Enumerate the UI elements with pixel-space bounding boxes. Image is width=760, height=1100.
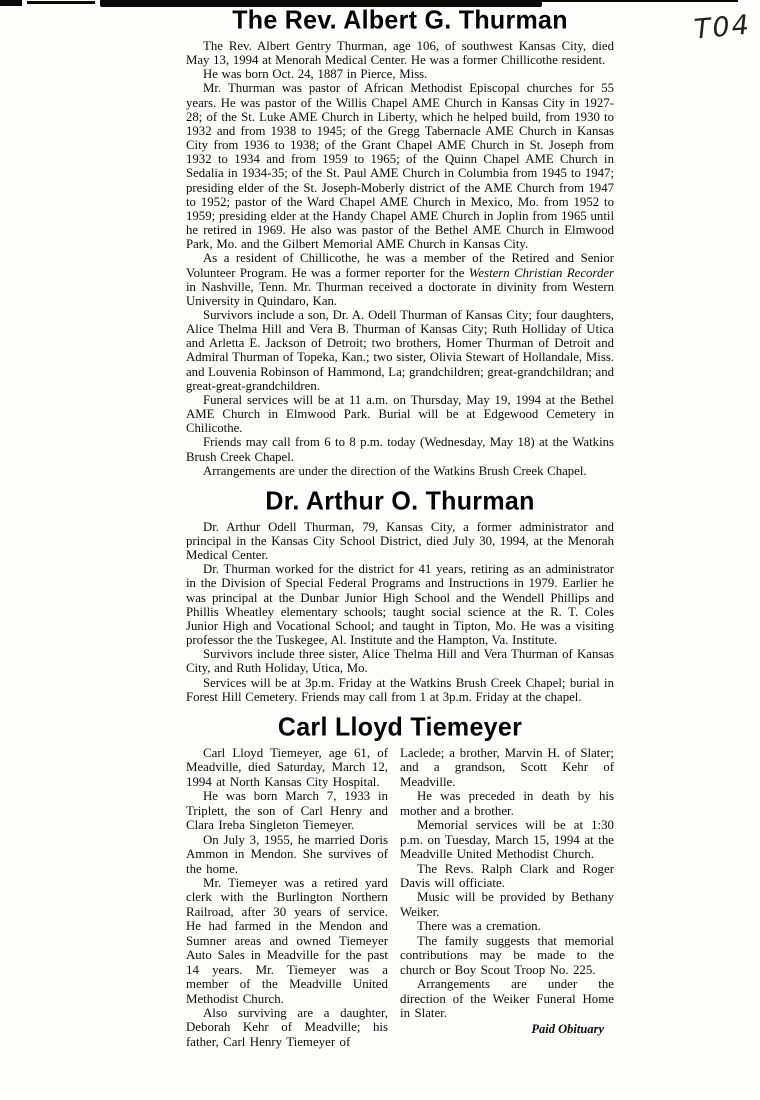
obituary-paragraph: Dr. Thurman worked for the district for 41 years, retiring as an administrator in the Division of Special Federal Programs and Instructions in 1979. Earlier he was principal at the Dunbar Junior High School and the Wendell Phillips and Phillis Wheatley elementary schools; taught social science at the R. T. Coles Junior High and Vocational School; and taught in Tipton, Mo. He was a visiting professor the the Tuskegee, Al. Institute and the Hampton, Va. Institute. — [186, 562, 614, 648]
paid-obituary-label: Paid Obituary — [531, 1022, 604, 1037]
obituary-paragraph: Arrangements are under the direction of the Watkins Brush Creek Chapel. — [203, 463, 587, 478]
obituary-paragraph: Dr. Arthur Odell Thurman, 79, Kansas City, a former administrator and principal in the Kansas City School District, died July 30, 1994, at the Menorah Medical Center. — [186, 519, 614, 563]
obituary-paragraph: Also surviving are a daughter, Deborah Kehr of Meadville; his father, Carl Henry Tiemeyer of — [186, 1006, 388, 1049]
obituary-title: The Rev. Albert G. Thurman — [232, 5, 568, 35]
obituary-paragraph: The family suggests that memorial contributions may be made to the church or Boy Scout Troop No. 225. — [400, 933, 614, 977]
obituary-paragraph: Services will be at 3p.m. Friday at the Watkins Brush Creek Chapel; burial in Forest Hill Cemetery. Friends may call from 1 at 3p.m. Friday at the chapel. — [186, 675, 614, 704]
obituary-paragraph: Carl Lloyd Tiemeyer, age 61, of Meadville, died Saturday, March 12, 1994 at North Kansas City Hospital. — [186, 745, 388, 789]
obituary-paragraph: He was preceded in death by his mother and a brother. — [400, 789, 614, 818]
obituary-paragraph: As a resident of Chillicothe, he was a member of the Retired and Senior Volunteer Program. He was a former reporter for the Western Christian Recorder in Nashville, Tenn. Mr. Thurman received a doctorate in divinity from Western University in Quindaro, Kan. — [186, 251, 615, 308]
scan-artifact-bar — [0, 0, 22, 6]
obituary-title: Carl Lloyd Tiemeyer — [277, 712, 523, 742]
obituary-paragraph: The Rev. Albert Gentry Thurman, age 106, of southwest Kansas City, died May 13, 1994 at Menorah Medical Center. He was a former Chillicothe resident. — [186, 39, 614, 68]
right-column-paragraphs — [400, 746, 614, 1021]
obituary-albert-thurman — [186, 6, 614, 478]
obituary-body — [186, 39, 614, 478]
obituary-paragraph: Arrangements are under the direction of the Weiker Funeral Home in Slater. — [400, 977, 614, 1021]
obituary-body — [186, 520, 614, 704]
obituary-paragraph: Mr. Thurman was pastor of African Methodist Episcopal churches for 55 years. He was pastor of the Willis Chapel AME Church in Kansas City in 1927-28; of the St. Luke AME Church in Liberty, which he helped build, from 1930 to 1932 and from 1938 to 1945; of the Gregg Tabernacle AME Church in Kansas City from 1936 to 1938; of the Grant Chapel AME Church in St. Joseph from 1932 to 1934 and from 1959 to 1965; of the Quinn Chapel AME Church in Sedalia in 1934-35; of the St. Paul AME Church in Columbia from 1945 to 1947; presiding elder of the St. Joseph-Moberly district of the AME Church from 1947 to 1952; pastor of the Ward Chapel AME Church in Mexico, Mo. from 1952 to 1959; presiding elder at the Handy Chapel AME Church in Joplin from 1965 until he retired in 1969. He also was pastor of the Bethel AME Church in Elmwood Park, Mo. and the Gilbert Memorial AME Church in Kansas City. — [186, 81, 614, 252]
scan-artifact-bar — [542, 0, 738, 2]
obituary-paragraph: Music will be provided by Bethany Weiker. — [400, 890, 614, 919]
obituary-title: Dr. Arthur O. Thurman — [265, 486, 535, 516]
left-column — [186, 746, 388, 1050]
two-column-body — [186, 746, 614, 1050]
obituary-paragraph: Survivors include a son, Dr. A. Odell Thurman of Kansas City; four daughters, Alice Thelma Hill and Vera B. Thurman of Kansas City; Ruth Holliday of Utica and Arletta E. Jackson of Detroit; two brothers, Homer Thurman of Detroit and Admiral Thurman of Topeka, Kan.; two sister, Olivia Stewart of Hollandale, Miss. and Louvenia Robinson of Hammond, La; grandchildren; great-grandchildran; and great-great-grandchildren. — [186, 307, 614, 393]
handwritten-annotation: T04 — [692, 9, 753, 46]
obituary-arthur-thurman — [186, 487, 614, 704]
obituary-paragraph: There was a cremation. — [417, 919, 541, 934]
obituary-paragraph: Memorial services will be at 1:30 p.m. on Tuesday, March 15, 1994 at the Meadville United Methodist Church. — [400, 818, 614, 862]
obituary-paragraph: Funeral services will be at 11 a.m. on Thursday, May 19, 1994 at the Bethel AME Church in Elmwood Park. Burial will be at Edgewood Cemetery in Chilicothe. — [186, 392, 614, 436]
right-column — [400, 746, 614, 1038]
obituary-paragraph: Mr. Tiemeyer was a retired yard clerk with the Burlington Northern Railroad, after 30 years of service. He had farmed in the Mendon and Sumner areas and owned Tiemeyer Auto Sales in Meadville for the past 14 years. Mr. Tiemeyer was a member of the Meadville United Methodist Church. — [186, 875, 388, 1006]
scan-artifact-bar — [27, 1, 95, 4]
obituary-column — [186, 6, 614, 1049]
obituary-paragraph: He was born Oct. 24, 1887 in Pierce, Miss. — [203, 67, 428, 82]
obituary-paragraph: The Revs. Ralph Clark and Roger Davis will officiate. — [400, 861, 614, 890]
obituary-paragraph: Survivors include three sister, Alice Thelma Hill and Vera Thurman of Kansas City, and Ruth Holiday, Utica, Mo. — [186, 647, 614, 676]
obituary-paragraph: Laclede; a brother, Marvin H. of Slater; and a grandson, Scott Kehr of Meadville. — [400, 745, 614, 789]
obituary-paragraph: Friends may call from 6 to 8 p.m. today (Wednesday, May 18) at the Watkins Brush Creek Chapel. — [186, 435, 614, 464]
obituary-paragraph: On July 3, 1955, he married Doris Ammon in Mendon. She survives of the home. — [186, 832, 388, 876]
obituary-carl-tiemeyer — [186, 713, 614, 1050]
obituary-paragraph: He was born March 7, 1933 in Triplett, the son of Carl Henry and Clara Ireba Singleton Tiemeyer. — [186, 789, 388, 833]
